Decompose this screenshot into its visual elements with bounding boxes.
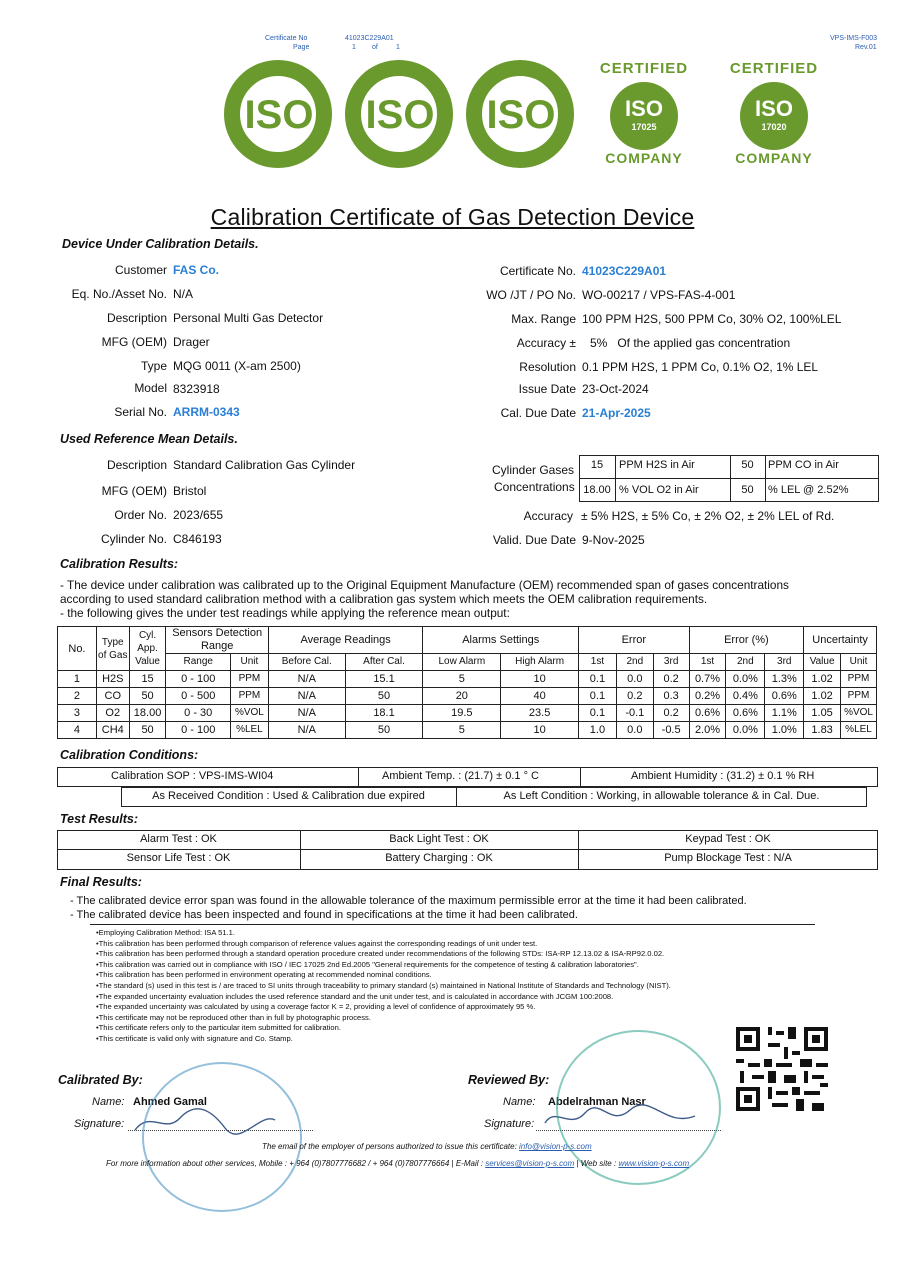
table-cell: 18.00 — [129, 705, 166, 722]
footer-website-link[interactable]: www.vision-p-s.com — [618, 1159, 690, 1168]
table-cell: 10 — [501, 671, 579, 688]
table-cell: 0.2 — [653, 671, 689, 688]
gas-lel-unit: % LEL @ 2.52% — [768, 484, 849, 496]
table-header-row — [58, 627, 877, 654]
table-cell: %VOL — [841, 705, 877, 722]
as-received-condition: As Received Condition : Used & Calibration due expired — [152, 790, 425, 802]
subheader-uncertainty-value: Value — [804, 654, 841, 671]
table-cell: 0 - 100 — [166, 671, 230, 688]
footer-website-label: | Web site : — [576, 1159, 617, 1168]
table-cell: 0.4% — [726, 688, 765, 705]
keypad-test: Keypad Test : OK — [685, 833, 771, 845]
table-cell: -0.1 — [616, 705, 653, 722]
table-cell: PPM — [230, 671, 268, 688]
calibration-results-heading: Calibration Results: — [60, 557, 179, 571]
subheader-low-alarm: Low Alarm — [423, 654, 501, 671]
table-row — [58, 705, 877, 722]
table-cell: 1.05 — [804, 705, 841, 722]
table-cell: PPM — [841, 688, 877, 705]
table-cell: 5 — [423, 671, 501, 688]
table-cell: 1.0% — [765, 722, 804, 739]
gas-h2s-unit: PPM H2S in Air — [619, 459, 695, 471]
table-cell: 2 — [58, 688, 97, 705]
ambient-temp: Ambient Temp. : (21.7) ± 0.1 ° C — [382, 770, 539, 782]
table-cell: N/A — [268, 671, 345, 688]
note-item: • The standard (s) used in this test is / are traced to SI units through traceability to primary standard (s) maintained in National Institute of Standards and Technology (NIST). — [96, 981, 856, 992]
subheader-errpct-3rd: 3rd — [765, 654, 804, 671]
calibrated-name-value: Ahmed Gamal — [133, 1096, 207, 1108]
calibration-conditions-heading: Calibration Conditions: — [60, 748, 199, 762]
test-results-heading: Test Results: — [60, 812, 139, 826]
note-item: • This certificate is valid only with signature and Co. Stamp. — [96, 1034, 856, 1045]
table-cell: 0.0% — [726, 722, 765, 739]
gas-co-value: 50 — [741, 459, 754, 471]
footer-contact-email[interactable]: services@vision-p-s.com — [485, 1159, 575, 1168]
results-paragraph-2: according to used standard calibration method with a calibration gas system which meets the OEM calibration requirements. — [60, 592, 708, 606]
table-cell: 0.2 — [653, 705, 689, 722]
table-cell: CO — [96, 688, 129, 705]
table-cell: N/A — [268, 688, 345, 705]
table-cell: 3 — [58, 705, 97, 722]
pump-blockage-test: Pump Blockage Test : N/A — [664, 852, 792, 864]
subheader-error-2nd: 2nd — [616, 654, 653, 671]
reviewed-by-label: Reviewed By: — [468, 1073, 550, 1087]
ref-mfg-label: MFG (OEM) — [101, 484, 167, 498]
battery-charging-test: Battery Charging : OK — [385, 852, 493, 864]
table-cell: 0.0 — [616, 722, 653, 739]
ref-accuracy-label: Accuracy — [523, 509, 573, 523]
calibration-results-table — [57, 626, 877, 739]
table-cell: 0.2% — [689, 688, 726, 705]
subheader-error-3rd: 3rd — [653, 654, 689, 671]
table-cell: 0.1 — [579, 671, 617, 688]
footer-email-line — [262, 1142, 592, 1151]
description-label: Description — [106, 311, 167, 325]
cylinder-no-value: C846193 — [173, 532, 222, 546]
cylinder-gases-label: Cylinder Gases — [492, 463, 575, 477]
back-light-test: Back Light Test : OK — [389, 833, 489, 845]
cylinder-no-label: Cylinder No. — [100, 532, 167, 546]
table-cell: 1.02 — [804, 688, 841, 705]
table-cell: 0.1 — [579, 705, 617, 722]
subheader-before-cal: Before Cal. — [268, 654, 345, 671]
accuracy-label: Accuracy ± — [516, 336, 576, 350]
table-row — [58, 688, 877, 705]
wo-po-value: WO-00217 / VPS-FAS-4-001 — [582, 288, 736, 302]
table-cell: 1.1% — [765, 705, 804, 722]
table-cell: PPM — [841, 671, 877, 688]
table-row — [58, 722, 877, 739]
table-cell: 0.2 — [616, 688, 653, 705]
subheader-unit: Unit — [230, 654, 268, 671]
mfg-value: Drager — [173, 335, 210, 349]
customer-label: Customer — [114, 263, 167, 277]
page-total: 1 — [396, 44, 400, 51]
accuracy-value: 5% Of the applied gas concentration — [590, 336, 791, 350]
max-range-label: Max. Range — [511, 312, 576, 326]
cal-due-date-label: Cal. Due Date — [500, 406, 576, 420]
device-details-heading: Device Under Calibration Details. — [62, 237, 259, 251]
reviewed-signature-label: Signature: — [484, 1118, 535, 1130]
table-cell: 0.3 — [653, 688, 689, 705]
note-item: • This calibration has been performed through a standard operation procedure created under recommendations of the following STDs: ISA-RP 12.13.02 & ISA-RP92.0.02. — [96, 949, 856, 960]
note-item: • The expanded uncertainty was calculated by using a coverage factor K = 2, providing a level of confidence of approximately 95 %. — [96, 1002, 856, 1013]
page-current: 1 — [352, 44, 356, 51]
results-paragraph-1: - The device under calibration was calibrated up to the Original Equipment Manufacture (OEM) recommended span of gases concentrations — [60, 578, 789, 592]
table-cell: 10 — [501, 722, 579, 739]
table-cell: 1.02 — [804, 671, 841, 688]
table-cell: 0.1 — [579, 688, 617, 705]
order-no-label: Order No. — [114, 508, 167, 522]
footer-email-text: The email of the employer of persons authorized to issue this certificate: — [262, 1142, 517, 1151]
model-label: Model — [134, 381, 167, 395]
serial-no-label: Serial No. — [114, 405, 167, 419]
note-item: • This calibration has been performed through comparison of reference values against the corresponding readings of unit under test. — [96, 939, 856, 950]
subheader-high-alarm: High Alarm — [501, 654, 579, 671]
gas-o2-unit: % VOL O2 in Air — [619, 484, 699, 496]
resolution-value: 0.1 PPM H2S, 1 PPM Co, 0.1% O2, 1% LEL — [582, 360, 819, 374]
calibrated-name-label: Name: — [92, 1096, 125, 1108]
valid-due-date-value: 9-Nov-2025 — [582, 533, 645, 547]
header-cyl-app-value: Cyl. App. Value — [129, 627, 166, 671]
iso-14001-logo: ISO 14001 — [464, 60, 578, 172]
table-cell: 19.5 — [423, 705, 501, 722]
sensor-life-test: Sensor Life Test : OK — [126, 852, 231, 864]
page-of: of — [372, 44, 378, 51]
asset-no-value: N/A — [173, 287, 194, 301]
mfg-label: MFG (OEM) — [101, 335, 167, 349]
subheader-errpct-2nd: 2nd — [726, 654, 765, 671]
footer-contact-text: For more information about other services, Mobile : + 964 (0)7807776682 / + 964 (0)7807776664 | E-Mail : — [106, 1159, 483, 1168]
table-cell: 18.1 — [345, 705, 423, 722]
final-results-heading: Final Results: — [60, 875, 142, 889]
form-code: VPS-IMS-F003 — [830, 35, 878, 42]
reviewed-name-label: Name: — [503, 1096, 536, 1108]
qr-code-icon — [736, 1026, 828, 1112]
type-label: Type — [140, 359, 167, 373]
table-cell: 1.0 — [579, 722, 617, 739]
table-cell: 0.6% — [689, 705, 726, 722]
note-item: • This calibration has been performed in environment operating at recommended nominal conditions. — [96, 970, 856, 981]
valid-due-date-label: Valid. Due Date — [492, 533, 576, 547]
header-average-readings: Average Readings — [268, 627, 423, 654]
iso-9001-logo: ISO 9001 — [222, 60, 336, 172]
calibration-sop: Calibration SOP : VPS-IMS-WI04 — [111, 770, 274, 782]
table-cell: 0.0% — [726, 671, 765, 688]
header-type-of-gas: Type of Gas — [96, 627, 129, 671]
table-cell: 0.7% — [689, 671, 726, 688]
subheader-range: Range — [166, 654, 230, 671]
certificate-no-label: Certificate No. — [499, 264, 576, 278]
certificate-no-value: 41023C229A01 — [582, 264, 667, 278]
table-subheader-row — [58, 654, 877, 671]
table-cell: 1.3% — [765, 671, 804, 688]
header-no: No. — [58, 627, 97, 671]
results-paragraph-3: - the following gives the under test readings while applying the reference mean output: — [60, 606, 510, 620]
ref-description-value: Standard Calibration Gas Cylinder — [173, 458, 356, 472]
table-cell: %LEL — [230, 722, 268, 739]
issue-date-label: Issue Date — [518, 382, 576, 396]
reference-details-heading: Used Reference Mean Details. — [60, 432, 238, 446]
gas-lel-value: 50 — [741, 484, 754, 496]
table-cell: 0 - 100 — [166, 722, 230, 739]
resolution-label: Resolution — [519, 360, 576, 374]
certificate-no-header-value: 41023C229A01 — [345, 35, 394, 42]
header-error: Error — [579, 627, 690, 654]
header-uncertainty: Uncertainty — [804, 627, 877, 654]
subheader-error-1st: 1st — [579, 654, 617, 671]
table-cell: %VOL — [230, 705, 268, 722]
table-cell: 23.5 — [501, 705, 579, 722]
table-cell: 20 — [423, 688, 501, 705]
subheader-errpct-1st: 1st — [689, 654, 726, 671]
table-cell: 2.0% — [689, 722, 726, 739]
subheader-uncertainty-unit: Unit — [841, 654, 877, 671]
concentrations-label: Concentrations — [494, 480, 575, 494]
table-cell: 15.1 — [345, 671, 423, 688]
table-cell: N/A — [268, 705, 345, 722]
footer-contact-line — [106, 1159, 689, 1168]
table-cell: 4 — [58, 722, 97, 739]
calibrated-by-label: Calibrated By: — [58, 1073, 143, 1087]
table-cell: O2 — [96, 705, 129, 722]
table-cell: %LEL — [841, 722, 877, 739]
note-item: • This calibration was carried out in compliance with ISO / IEC 17025 2nd Ed.2005 "General requirements for the competence of testing & calibration laboratories". — [96, 960, 856, 971]
issue-date-value: 23-Oct-2024 — [582, 382, 649, 396]
certificate-no-header-label: Certificate No — [265, 35, 308, 42]
note-item: • This certificate may not be reproduced other than in full by photographic process. — [96, 1013, 856, 1024]
note-item: • This certificate refers only to the particular item submitted for calibration. — [96, 1023, 856, 1034]
table-cell: 15 — [129, 671, 166, 688]
as-left-condition: As Left Condition : Working, in allowable tolerance & in Cal. Due. — [503, 790, 820, 802]
model-value: 8323918 — [173, 382, 220, 396]
final-results-line-1: - The calibrated device error span was found in the allowable tolerance of the maximum permissible error at the time it had been calibrated. — [70, 895, 747, 907]
max-range-value: 100 PPM H2S, 500 PPM Co, 30% O2, 100%LEL — [582, 312, 842, 326]
table-cell: -0.5 — [653, 722, 689, 739]
asset-no-label: Eq. No./Asset No. — [71, 287, 167, 301]
table-cell: 1.83 — [804, 722, 841, 739]
iso-45001-logo: ISO 45001 — [343, 60, 457, 172]
page-header-label: Page — [293, 44, 310, 51]
table-cell: 50 — [129, 722, 166, 739]
table-cell: 50 — [129, 688, 166, 705]
gas-o2-value: 18.00 — [583, 484, 611, 496]
header-sensors-detection-range: Sensors Detection Range — [166, 627, 268, 654]
table-cell: 0.0 — [616, 671, 653, 688]
type-value: MQG 0011 (X-am 2500) — [173, 359, 301, 373]
header-error-percent: Error (%) — [689, 627, 804, 654]
table-cell: 40 — [501, 688, 579, 705]
footer-email-link[interactable]: info@vision-p-s.com — [519, 1142, 592, 1151]
table-cell: PPM — [230, 688, 268, 705]
serial-no-value: ARRM-0343 — [173, 405, 240, 419]
reviewed-name-value: Abdelrahman Nasr — [548, 1096, 646, 1108]
final-results-line-2: - The calibrated device has been inspected and found in specifications at the time it had been calibrated. — [70, 909, 578, 921]
ref-mfg-value: Bristol — [173, 484, 207, 498]
table-cell: 0.6% — [765, 688, 804, 705]
iso-17020-certified-logo: CERTIFIED ISO 17020 COMPANY — [729, 60, 819, 166]
table-row — [58, 671, 877, 688]
table-cell: 1 — [58, 671, 97, 688]
certificate-title: Calibration Certificate of Gas Detection Device — [210, 204, 695, 230]
customer-value: FAS Co. — [173, 263, 220, 277]
table-cell: 0 - 500 — [166, 688, 230, 705]
alarm-test: Alarm Test : OK — [140, 833, 217, 845]
table-cell: 5 — [423, 722, 501, 739]
revision: Rev.01 — [855, 44, 877, 51]
ref-description-label: Description — [106, 458, 167, 472]
table-cell: 0 - 30 — [166, 705, 230, 722]
ref-accuracy-value: ± 5% H2S, ± 5% Co, ± 2% O2, ± 2% LEL of Rd. — [581, 509, 835, 523]
table-cell: H2S — [96, 671, 129, 688]
ambient-humidity: Ambient Humidity : (31.2) ± 0.1 % RH — [631, 770, 815, 782]
iso-17025-certified-logo: CERTIFIED ISO 17025 COMPANY — [599, 60, 689, 166]
table-cell: 50 — [345, 688, 423, 705]
note-item: • Employing Calibration Method: ISA 51.1. — [96, 928, 856, 939]
subheader-after-cal: After Cal. — [345, 654, 423, 671]
description-value: Personal Multi Gas Detector — [173, 311, 324, 325]
table-cell: CH4 — [96, 722, 129, 739]
gas-h2s-value: 15 — [590, 459, 604, 471]
gas-co-unit: PPM CO in Air — [768, 459, 839, 471]
cal-due-date-value: 21-Apr-2025 — [582, 406, 651, 420]
calibrated-signature-label: Signature: — [74, 1118, 125, 1130]
order-no-value: 2023/655 — [173, 508, 224, 522]
table-cell: N/A — [268, 722, 345, 739]
wo-po-label: WO /JT / PO No. — [486, 288, 576, 302]
note-item: • The expanded uncertainty evaluation includes the used reference standard and the unit under test, and is calculated in accordance with JCGM 100:2008. — [96, 992, 856, 1003]
table-cell: 50 — [345, 722, 423, 739]
header-alarms-settings: Alarms Settings — [423, 627, 579, 654]
table-cell: 0.6% — [726, 705, 765, 722]
inspection-stamp — [142, 1062, 302, 1212]
